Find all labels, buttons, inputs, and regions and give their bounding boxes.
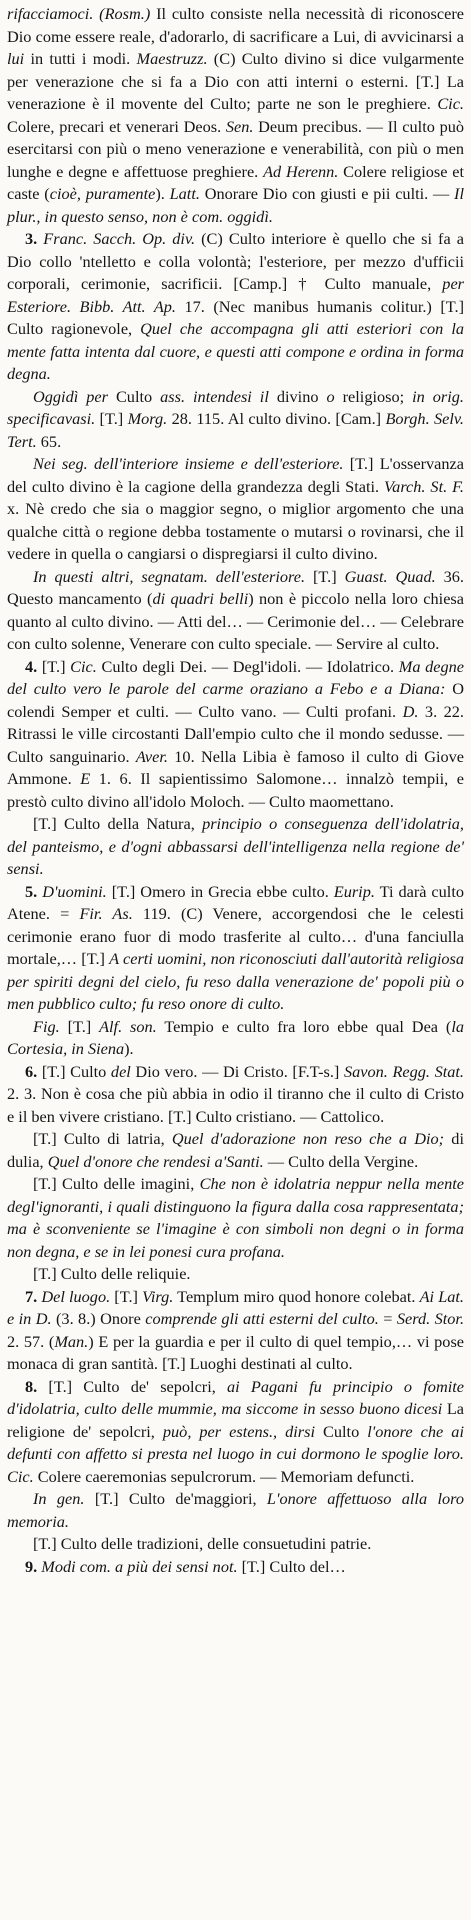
italic-text: può, per estens., dirsi xyxy=(162,1421,315,1441)
text-run: [T.] Culto de' sepolcri, xyxy=(37,1376,228,1396)
italic-text: di quadri belli xyxy=(152,589,249,608)
italic-text: Cic. xyxy=(70,656,97,676)
italic-text: Guast. Quad. xyxy=(344,566,436,586)
italic-text: Ma degne del culto vero le parole del carme oraziano a Febo e a Diana: xyxy=(7,656,465,698)
text-run: x. Nè credo che sia o maggior segno, o miglior argomento che una qualche città o regione debba tostamente o mutarsi o rovinarsi, che il vedere in quella o cangiarsi o dispregiarsi il culto divino. xyxy=(7,499,464,563)
text-run: Culto degli Dei. — Degl'idoli. — Idolatrico. xyxy=(96,656,399,676)
italic-text: Aver. xyxy=(135,746,168,766)
italic-text: Quel d'onore che rendesi a'Santi. xyxy=(47,1151,264,1171)
italic-text: L'onore affettuoso alla loro memoria. xyxy=(7,1489,464,1531)
italic-text: D. xyxy=(402,701,419,721)
italic-text: del xyxy=(110,1061,131,1081)
text-run: [T.] xyxy=(305,566,345,586)
text-run: O colendi Semper et culti. — Culto vano. — Culti profani. xyxy=(7,679,464,721)
text-run: [T.] Culto xyxy=(37,1061,111,1081)
entry-paragraph-p18 xyxy=(7,1556,464,1579)
italic-text: Oggidì per xyxy=(33,386,108,406)
entry-paragraph-p16 xyxy=(7,1488,464,1533)
entry-paragraph-p1 xyxy=(7,3,464,228)
text-run: Templum miro quod honore colebat. xyxy=(173,1286,420,1306)
text-run: di dulia, xyxy=(7,1129,464,1171)
italic-text: principio o conseguenza dell'idolatria, del panteismo, e d'ogni abbassarsi dell'intelligenza nella regione de' sensi. xyxy=(7,814,464,878)
italic-text: Quel che accompagna gli atti esteriori con la mente fatta intenta dal cuore, e questi atti compone e ordina in forma degna. xyxy=(7,319,464,383)
text-run: 2. 57. ( xyxy=(7,1331,55,1351)
italic-text: Cic. xyxy=(7,1466,34,1486)
text-run: 10. Nella Libia è famoso il culto di Giove Ammone. xyxy=(7,746,465,788)
italic-text: Fir. As. xyxy=(79,904,133,923)
text-run: Culto xyxy=(107,386,161,406)
entry-paragraph-p9 xyxy=(7,1016,464,1061)
text-run: divino xyxy=(268,386,327,406)
text-run: Colere, precari et venerari Deos. xyxy=(7,116,226,136)
italic-text: Modi com. a più dei sensi not. xyxy=(41,1556,238,1576)
italic-text: Morg. xyxy=(127,409,168,428)
text-run: [T.] Culto de'maggiori, xyxy=(84,1489,267,1508)
sense-number: 5. xyxy=(25,881,38,901)
text-run: Tempio e culto fra loro ebbe qual Dea ( xyxy=(156,1016,452,1036)
italic-text: rifacciamoci. (Rosm.) xyxy=(7,4,151,23)
text-run: ). xyxy=(155,184,170,203)
italic-text: o xyxy=(326,386,335,406)
text-run: [T.] xyxy=(95,409,128,428)
text-run: 17. (Nec manibus humanis colitur.) [T.] Culto ragionevole, xyxy=(7,296,464,338)
italic-text: Del luogo. xyxy=(41,1286,111,1306)
entry-paragraph-p2 xyxy=(7,228,464,386)
italic-text: per Esteriore. Bibb. Att. Ap. xyxy=(7,274,464,316)
entry-paragraph-p13 xyxy=(7,1263,464,1286)
text-run: Dio vero. — Di Cristo. [F.T-s.] xyxy=(130,1061,344,1081)
text-run: 36. Questo mancamento ( xyxy=(7,566,465,608)
italic-text: Quel d'adorazione non reso che a Dio; xyxy=(171,1129,445,1148)
italic-text: ai Pagani fu principio o fomite d'idolatria, culto delle mummie, ma siccome in sesso buono dicesi xyxy=(7,1376,464,1418)
sense-number: 8. xyxy=(25,1376,38,1396)
text-run: Ti darà culto Atene. = xyxy=(7,881,464,923)
entry-paragraph-p8 xyxy=(7,881,464,1016)
text-run: Colere caeremonias sepulcrorum. — Memoriam defuncti. xyxy=(33,1466,415,1486)
italic-text: in orig. specificavasi. xyxy=(7,386,465,428)
entry-paragraph-p6 xyxy=(7,656,464,814)
italic-text: Latt. xyxy=(169,184,200,203)
text-run: [T.] xyxy=(59,1016,100,1036)
entry-paragraph-p11 xyxy=(7,1128,464,1173)
entry-paragraph-p4 xyxy=(7,453,464,566)
italic-text: In gen. xyxy=(33,1489,85,1508)
italic-text: Maestruzz. xyxy=(136,49,208,68)
text-run: La religione de' sepolcri, xyxy=(7,1399,464,1441)
text-run: [T.] Culto della Natura, xyxy=(33,814,203,833)
text-run: 1. 6. Il sapientissimo Salomone… innalzò tempii, e prestò culto divino all'idolo Moloch. — Culto maomettano. xyxy=(7,769,465,811)
italic-text: l'onore che ai defunti con affetto si presta nel luogo in cui dormono le spoglie loro. xyxy=(7,1421,464,1463)
text-run: [T.] Culto delle tradizioni, delle consuetudini patrie. xyxy=(33,1534,372,1553)
italic-text: Ad Herenn. xyxy=(263,161,339,181)
entry-paragraph-p12 xyxy=(7,1173,464,1263)
italic-text: Ai Lat. e in D. xyxy=(7,1286,464,1328)
italic-text: Man. xyxy=(54,1331,89,1351)
sense-number: 9. xyxy=(25,1556,38,1576)
italic-text: Che non è idolatria neppur nella mente degl'ignoranti, i quali distinguono la figura dalla cosa rappresentata; ma è sconveniente se l'imagine è con simboli non degni o in forma non degna, e se in lei ponesi cura profana. xyxy=(7,1174,464,1261)
italic-text: Franc. Sacch. Op. div. xyxy=(43,229,196,248)
text-run: [T.] Culto delle reliquie. xyxy=(33,1264,191,1283)
italic-text: Cic. xyxy=(437,94,464,113)
text-run: ) E per la guardia e per il culto di quel tempio,… vi pose monaca di gran santità. [T.] Luoghi destinati al culto. xyxy=(7,1331,465,1373)
italic-text: Alf. son. xyxy=(99,1016,157,1036)
text-run: 3. 22. Ritrassi le ville circostanti Dall'empio culto che il mondo sedusse. — Culto sanguinario. xyxy=(7,701,464,766)
italic-text: D'uomini. xyxy=(42,881,107,901)
text-run: = xyxy=(378,1309,397,1328)
entry-paragraph-p15 xyxy=(7,1376,464,1489)
italic-text: comprende gli atti esterni del culto. xyxy=(145,1309,379,1328)
italic-text: Virg. xyxy=(142,1286,174,1306)
sense-number: 3. xyxy=(25,229,38,248)
text-run: — Culto della Vergine. xyxy=(263,1151,419,1171)
text-run: (3. 8.) Onore xyxy=(51,1309,146,1328)
text-run: 28. 115. Al culto divino. [Cam.] xyxy=(167,409,386,428)
text-run: religioso; xyxy=(334,386,413,406)
entry-paragraph-p10 xyxy=(7,1061,464,1129)
text-run: ). xyxy=(124,1039,134,1058)
italic-text: Il plur., in questo senso, non è com. oggidì. xyxy=(7,184,464,226)
entry-paragraph-p14 xyxy=(7,1286,464,1376)
italic-text: E xyxy=(80,769,91,788)
text-run: [T.] L'osservanza del culto divino è la cagione della grandezza degli Stati. xyxy=(7,454,464,496)
entry-paragraph-p17 xyxy=(7,1533,464,1556)
italic-text: Fig. xyxy=(33,1016,60,1036)
italic-text: Savon. Regg. Stat. xyxy=(343,1061,464,1081)
sense-number: 4. xyxy=(25,656,38,676)
text-run: [T.] Omero in Grecia ebbe culto. xyxy=(106,881,334,901)
italic-text: Serd. Stor. xyxy=(396,1309,465,1328)
entry-paragraph-p7 xyxy=(7,813,464,881)
italic-text: Borgh. Selv. Tert. xyxy=(7,409,465,451)
text-run: [T.] xyxy=(110,1286,143,1306)
text-run: Deum precibus. — Il culto può esercitarsi con più o meno venerazione e venerabilità, con più o men lunghe e degne e affettuose preghiere. xyxy=(7,116,464,181)
text-run: 2. 3. Non è cosa che più abbia in odio il tiranno che il culto di Cristo e il ben vivere cristiano. [T.] Culto cristiano. — Cattolico. xyxy=(7,1084,464,1126)
italic-text: la Cortesia, in Siena xyxy=(7,1016,464,1058)
text-run: in tutti i modi. xyxy=(24,49,137,68)
text-run: 65. xyxy=(36,431,62,451)
text-run: (C) Culto interiore è quello che si fa a Dio collo 'ntelletto e colla volontà; l'esteriore, per mezzo d'ufficii corporali, cerimonie, sacrificii. [Camp.] † Culto manuale, xyxy=(7,229,464,293)
italic-text: cioè, puramente xyxy=(49,184,156,203)
text-run: [T.] xyxy=(37,656,71,676)
text-run: [T.] Culto del… xyxy=(237,1556,346,1576)
italic-text: Sen. xyxy=(225,116,254,136)
text-run: (C) Culto divino si dice vulgarmente per venerazione che si fa a Dio con atti interni o esterni. [T.] La venerazione è il movente del Culto; parte ne son le preghiere. xyxy=(7,49,464,113)
italic-text: Varch. St. F. xyxy=(384,476,465,496)
text-run: Colere religiose et caste ( xyxy=(7,161,465,203)
text-run: Il culto consiste nella necessità di riconoscere Dio come essere reale, d'adorarlo, di sacrificare a Lui, di avvicinarsi a xyxy=(7,4,464,46)
italic-text: ass. intendesi il xyxy=(160,386,269,406)
text-run: ) non è piccolo nella loro chiesa quanto al culto divino. — Atti del… — Cerimonie del… — Celebrare con culto solenne, Venerare con culto speciale. — Servire al culto. xyxy=(7,589,464,653)
text-run: Culto xyxy=(314,1421,368,1441)
text-run: [T.] Culto di latria, xyxy=(33,1129,172,1148)
sense-number: 7. xyxy=(25,1286,38,1306)
italic-text: Nei seg. dell'interiore insieme e dell'esteriore. xyxy=(33,454,344,473)
italic-text: In questi altri, segnatam. dell'esteriore. xyxy=(33,566,306,586)
italic-text: Eurip. xyxy=(333,881,375,901)
text-run: Onorare Dio con giusti e pii culti. — xyxy=(199,184,455,203)
text-run: 119. (C) Venere, accorgendosi che le celesti cerimonie erano fuor di modo trasferite al culto… d'una fanciulla mortale,… [T.] xyxy=(7,904,464,968)
italic-text: lui xyxy=(7,49,25,68)
text-run: [T.] Culto delle imagini, xyxy=(33,1174,200,1193)
entry-paragraph-p5 xyxy=(7,566,464,656)
entry-paragraph-p3 xyxy=(7,386,464,454)
italic-text: A certi uomini, non riconosciuti dall'autorità religiosa per spiriti degni del cielo, fu reso dalla venerazione de' popoli più o men pubblico culto; fu reso onore di culto. xyxy=(7,949,464,1013)
sense-number: 6. xyxy=(25,1061,38,1081)
